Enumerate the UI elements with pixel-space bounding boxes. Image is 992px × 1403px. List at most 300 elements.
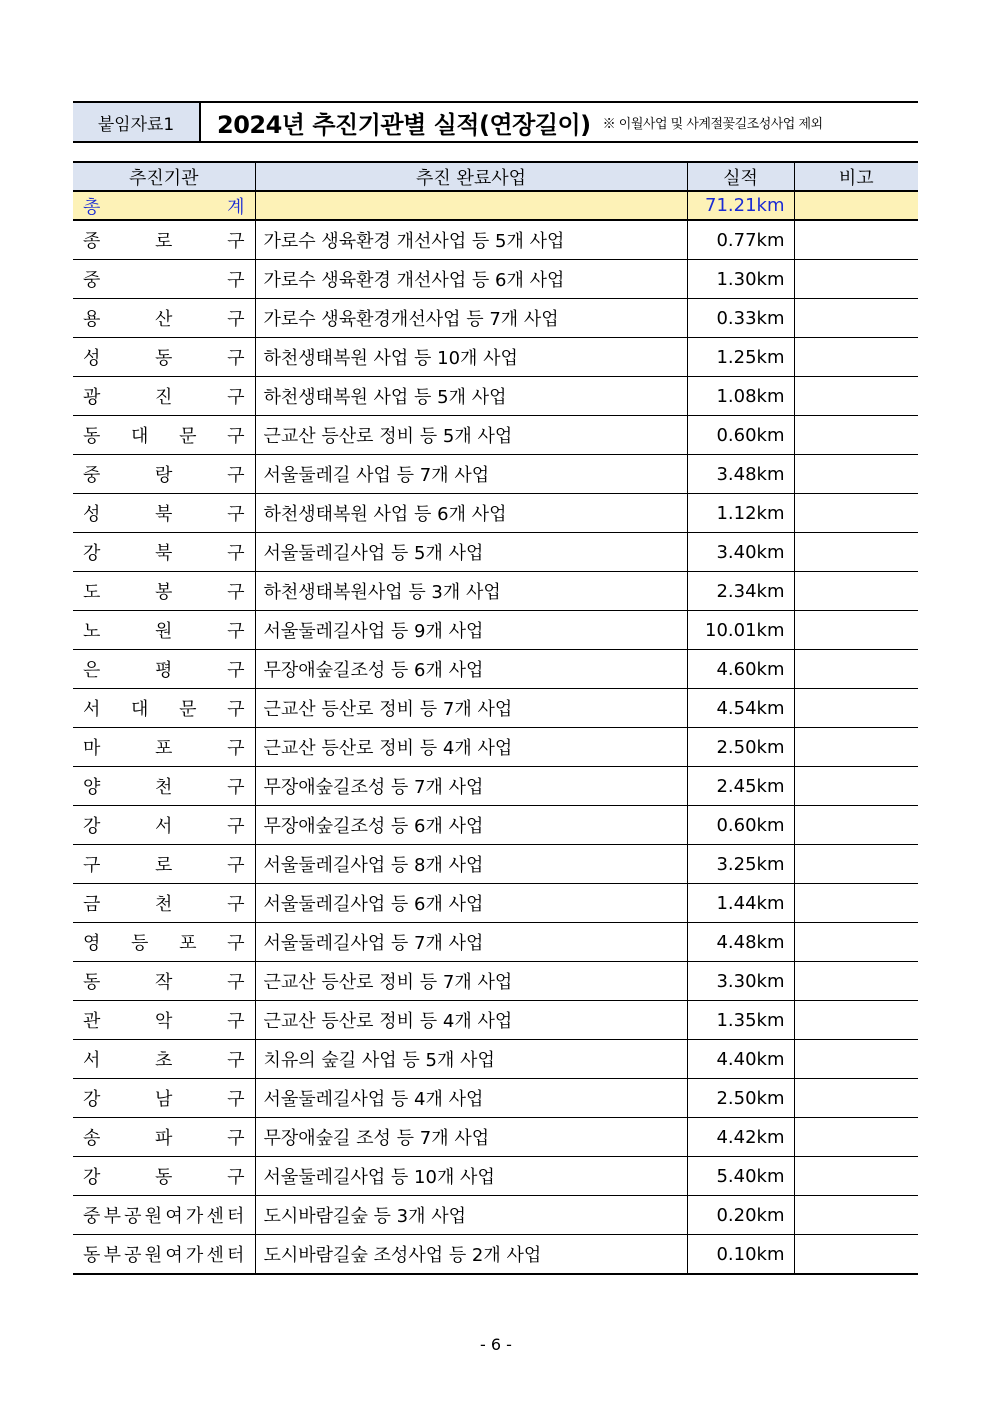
remark-cell [794,845,918,884]
project-text: 서울둘레길사업 등 7개 사업 [263,933,484,954]
agency-cell [73,923,255,962]
agency-cell [73,220,255,260]
project-text: 무장애숲길조성 등 6개 사업 [263,660,484,681]
agency-name [73,1085,255,1111]
agency-name-char: 센 [206,1245,224,1266]
table-row [73,650,918,689]
agency-name [73,1202,255,1228]
agency-name-char: 금 [83,894,101,915]
result-value: 2.50km [716,736,785,758]
project-cell [255,689,687,728]
agency-name-char: 구 [227,855,245,876]
agency-name-char: 서 [83,699,101,720]
table-row [73,572,918,611]
remark-cell [794,962,918,1001]
column-header-agency: 추진기관 [73,162,255,191]
agency-name-char: 구 [227,348,245,369]
project-text: 서울둘레길사업 등 5개 사업 [263,543,484,564]
total-value-cell [687,191,794,220]
agency-name-char: 노 [83,621,101,642]
page-number: - 6 - [480,1335,512,1354]
agency-cell [73,1157,255,1196]
agency-name [73,929,255,955]
agency-name-char: 서 [83,1050,101,1071]
result-value: 2.34km [716,580,785,602]
agency-name-char: 강 [83,1089,101,1110]
agency-name-char: 등 [131,933,149,954]
result-value: 0.10km [716,1243,785,1265]
project-text: 서울둘레길사업 등 6개 사업 [263,894,484,915]
table-row [73,220,918,260]
project-cell [255,416,687,455]
agency-cell [73,884,255,923]
result-cell [687,1001,794,1040]
agency-name [73,461,255,487]
agency-name-char: 초 [155,1050,173,1071]
result-cell [687,533,794,572]
agency-name-char: 구 [83,855,101,876]
result-value: 4.40km [716,1048,785,1070]
remark-cell [794,611,918,650]
result-cell [687,923,794,962]
agency-name-char: 대 [131,426,149,447]
project-cell [255,1001,687,1040]
project-text: 근교산 등산로 정비 등 4개 사업 [263,738,513,759]
agency-name-char: 원 [144,1245,163,1266]
remark-cell [794,494,918,533]
result-cell [687,689,794,728]
agency-name-char: 동 [83,1245,101,1266]
total-label-cell [73,191,255,220]
project-text: 서울둘레길사업 등 10개 사업 [263,1167,495,1188]
agency-name-char: 구 [227,1128,245,1149]
agency-name-char: 천 [155,894,173,915]
agency-name [73,539,255,565]
total-label [73,193,255,219]
result-value: 4.42km [716,1126,785,1148]
remark-cell [794,533,918,572]
table-row [73,299,918,338]
agency-name-char: 북 [155,504,173,525]
agency-name-char: 중 [83,465,101,486]
total-row [73,191,918,220]
remark-cell [794,572,918,611]
project-cell [255,962,687,1001]
agency-cell [73,494,255,533]
remark-cell [794,689,918,728]
agency-name-char: 로 [155,231,173,252]
result-cell [687,220,794,260]
agency-name [73,695,255,721]
result-value: 0.33km [716,307,785,329]
agency-name-char: 중 [83,1206,101,1227]
table-row [73,533,918,572]
result-value: 2.50km [716,1087,785,1109]
project-cell [255,1235,687,1275]
agency-name-char: 포 [179,933,197,954]
agency-name-char: 구 [227,738,245,759]
project-text: 하천생태복원 사업 등 10개 사업 [263,348,518,369]
project-text: 근교산 등산로 정비 등 4개 사업 [263,1011,513,1032]
total-label-char: 총 [83,196,101,218]
agency-name-char: 구 [227,270,245,291]
column-header-result: 실적 [687,162,794,191]
project-text: 서울둘레길사업 등 4개 사업 [263,1089,484,1110]
table-row [73,845,918,884]
agency-name-char: 북 [155,543,173,564]
agency-name-char: 강 [83,816,101,837]
result-cell [687,1235,794,1275]
project-text: 서울둘레길 사업 등 7개 사업 [263,465,490,486]
table-row [73,455,918,494]
table-row [73,260,918,299]
results-table [73,161,918,1275]
project-cell [255,845,687,884]
remark-cell [794,1079,918,1118]
result-value: 0.77km [716,229,785,251]
agency-cell [73,455,255,494]
project-text: 근교산 등산로 정비 등 5개 사업 [263,426,513,447]
result-value: 3.25km [716,853,785,875]
table-header-row [73,162,918,191]
project-text: 서울둘레길사업 등 8개 사업 [263,855,484,876]
project-cell [255,455,687,494]
table-row [73,1118,918,1157]
agency-name [73,656,255,682]
project-text: 가로수 생육환경 개선사업 등 5개 사업 [263,231,565,252]
agency-cell [73,416,255,455]
remark-cell [794,1157,918,1196]
agency-name-char: 문 [179,426,197,447]
project-text: 하천생태복원 사업 등 6개 사업 [263,504,507,525]
remark-cell [794,884,918,923]
agency-name-char: 구 [227,387,245,408]
agency-name [73,773,255,799]
agency-name-char: 관 [83,1011,101,1032]
table-row [73,1235,918,1275]
agency-name [73,383,255,409]
agency-name-char: 구 [227,660,245,681]
agency-cell [73,962,255,1001]
project-text: 도시바람길숲 등 3개 사업 [263,1206,466,1227]
agency-name [73,266,255,292]
agency-name-char: 센 [206,1206,224,1227]
agency-name-char: 구 [227,543,245,564]
agency-name [73,617,255,643]
project-text: 근교산 등산로 정비 등 7개 사업 [263,699,513,720]
agency-name [73,227,255,253]
remark-cell [794,1118,918,1157]
agency-cell [73,611,255,650]
result-value: 1.25km [716,346,785,368]
result-cell [687,611,794,650]
table-row [73,1196,918,1235]
agency-name-char: 로 [155,855,173,876]
agency-name-char: 여 [165,1206,183,1227]
table-row [73,338,918,377]
result-value: 0.60km [716,814,785,836]
result-cell [687,260,794,299]
agency-name-char: 마 [83,738,101,759]
agency-name-char: 구 [227,582,245,603]
project-text: 무장애숲길조성 등 6개 사업 [263,816,484,837]
remark-cell [794,806,918,845]
agency-cell [73,1079,255,1118]
agency-name-char: 남 [155,1089,173,1110]
project-cell [255,884,687,923]
remark-cell [794,220,918,260]
project-text: 하천생태복원사업 등 3개 사업 [263,582,501,603]
project-cell [255,572,687,611]
agency-cell [73,767,255,806]
result-cell [687,728,794,767]
agency-name-char: 송 [83,1128,101,1149]
agency-name-char: 강 [83,543,101,564]
result-cell [687,962,794,1001]
agency-cell [73,533,255,572]
project-cell [255,728,687,767]
agency-name-char: 대 [131,699,149,720]
remark-cell [794,416,918,455]
result-cell [687,1118,794,1157]
result-cell [687,1196,794,1235]
agency-name [73,578,255,604]
remark-cell [794,728,918,767]
remark-cell [794,1040,918,1079]
project-cell [255,1118,687,1157]
result-value: 2.45km [716,775,785,797]
table-row [73,377,918,416]
agency-name [73,851,255,877]
table-row [73,728,918,767]
result-value: 4.48km [716,931,785,953]
table-body [73,191,918,1274]
table-row [73,962,918,1001]
project-text: 가로수 생육환경 개선사업 등 6개 사업 [263,270,565,291]
remark-cell [794,377,918,416]
title-note: ※ 이월사업 및 사계절꽃길조성사업 제외 [602,116,823,132]
result-value: 5.40km [716,1165,785,1187]
project-cell [255,533,687,572]
agency-name-char: 구 [227,1167,245,1188]
result-value: 1.44km [716,892,785,914]
agency-name [73,968,255,994]
table-row [73,1040,918,1079]
agency-name-char: 원 [155,621,173,642]
agency-name [73,1163,255,1189]
project-text: 근교산 등산로 정비 등 7개 사업 [263,972,513,993]
project-cell [255,767,687,806]
remark-cell [794,923,918,962]
table-row [73,884,918,923]
project-cell [255,299,687,338]
agency-cell [73,650,255,689]
agency-name-char: 진 [155,387,173,408]
result-value: 0.20km [716,1204,785,1226]
agency-name [73,422,255,448]
total-value: 71.21km [705,195,785,216]
total-project-cell [255,191,687,220]
agency-name-char: 영 [83,933,101,954]
agency-name-char: 구 [227,1050,245,1071]
agency-name-char: 천 [155,777,173,798]
agency-cell [73,1118,255,1157]
result-value: 3.40km [716,541,785,563]
project-cell [255,338,687,377]
table-row [73,494,918,533]
total-label-char: 계 [227,196,245,218]
agency-name-char: 광 [83,387,101,408]
project-text: 가로수 생육환경개선사업 등 7개 사업 [263,309,559,330]
agency-name-char: 구 [227,621,245,642]
agency-name-char: 동 [155,1167,173,1188]
project-text: 무장애숲길 조성 등 7개 사업 [263,1128,490,1149]
agency-cell [73,572,255,611]
agency-cell [73,689,255,728]
remark-cell [794,1196,918,1235]
table-row [73,1157,918,1196]
result-cell [687,767,794,806]
result-cell [687,884,794,923]
agency-name-char: 구 [227,465,245,486]
agency-name [73,890,255,916]
project-cell [255,923,687,962]
project-cell [255,220,687,260]
project-text: 하천생태복원 사업 등 5개 사업 [263,387,507,408]
agency-cell [73,845,255,884]
agency-name-char: 구 [227,777,245,798]
agency-name-char: 여 [165,1245,183,1266]
agency-name-char: 터 [227,1206,245,1227]
agency-name-char: 구 [227,933,245,954]
table-row [73,611,918,650]
result-cell [687,650,794,689]
table-row [73,416,918,455]
agency-name-char: 구 [227,1089,245,1110]
page-title: 2024년 추진기관별 실적(연장길이) [217,110,591,139]
agency-name-char: 성 [83,504,101,525]
result-cell [687,377,794,416]
agency-name-char: 터 [227,1245,245,1266]
agency-name-char: 구 [227,504,245,525]
agency-name-char: 동 [83,972,101,993]
agency-name-char: 구 [227,426,245,447]
result-value: 3.30km [716,970,785,992]
remark-cell [794,650,918,689]
result-cell [687,338,794,377]
project-text: 치유의 숲길 사업 등 5개 사업 [263,1050,495,1071]
agency-name-char: 구 [227,699,245,720]
attachment-badge: 붙임자료1 [73,103,201,141]
remark-cell [794,260,918,299]
agency-cell [73,1235,255,1275]
result-value: 0.60km [716,424,785,446]
agency-name-char: 동 [155,348,173,369]
project-cell [255,1196,687,1235]
agency-name-char: 공 [124,1245,142,1266]
result-value: 1.30km [716,268,785,290]
project-cell [255,650,687,689]
agency-name-char: 부 [103,1245,121,1266]
agency-cell [73,806,255,845]
agency-name [73,812,255,838]
agency-name-char: 포 [155,738,173,759]
remark-cell [794,455,918,494]
result-value: 4.60km [716,658,785,680]
project-cell [255,377,687,416]
agency-name-char: 원 [144,1206,163,1227]
agency-cell [73,299,255,338]
project-cell [255,1040,687,1079]
result-cell [687,572,794,611]
agency-name-char: 구 [227,972,245,993]
table-row [73,1079,918,1118]
title-box [73,101,918,143]
project-text: 서울둘레길사업 등 9개 사업 [263,621,484,642]
agency-name-char: 강 [83,1167,101,1188]
table-row [73,689,918,728]
agency-name-char: 동 [83,426,101,447]
agency-name-char: 종 [83,231,101,252]
agency-name [73,344,255,370]
agency-name-char: 구 [227,1011,245,1032]
remark-cell [794,1001,918,1040]
agency-name-char: 평 [155,660,173,681]
project-cell [255,611,687,650]
table-row [73,923,918,962]
agency-name [73,734,255,760]
remark-cell [794,1235,918,1275]
result-value: 3.48km [716,463,785,485]
agency-name-char: 양 [83,777,101,798]
table-row [73,1001,918,1040]
result-cell [687,1079,794,1118]
agency-cell [73,338,255,377]
result-cell [687,494,794,533]
agency-name-char: 문 [179,699,197,720]
agency-name [73,1007,255,1033]
agency-name-char: 공 [124,1206,142,1227]
agency-cell [73,728,255,767]
column-header-remarks: 비고 [794,162,918,191]
project-cell [255,494,687,533]
result-cell [687,806,794,845]
agency-name-char: 구 [227,309,245,330]
result-cell [687,1157,794,1196]
agency-name-char: 부 [103,1206,121,1227]
agency-name-char: 파 [155,1128,173,1149]
total-remark-cell [794,191,918,220]
agency-name-char: 구 [227,231,245,252]
result-value: 1.35km [716,1009,785,1031]
agency-name-char: 가 [185,1206,204,1227]
result-cell [687,455,794,494]
result-value: 4.54km [716,697,785,719]
project-cell [255,1079,687,1118]
result-cell [687,845,794,884]
remark-cell [794,767,918,806]
agency-cell [73,1001,255,1040]
project-cell [255,260,687,299]
project-cell [255,806,687,845]
agency-name-char: 랑 [155,465,173,486]
agency-name [73,500,255,526]
table-row [73,806,918,845]
agency-name-char: 구 [227,894,245,915]
agency-name-char: 은 [83,660,101,681]
agency-name-char: 성 [83,348,101,369]
result-cell [687,1040,794,1079]
